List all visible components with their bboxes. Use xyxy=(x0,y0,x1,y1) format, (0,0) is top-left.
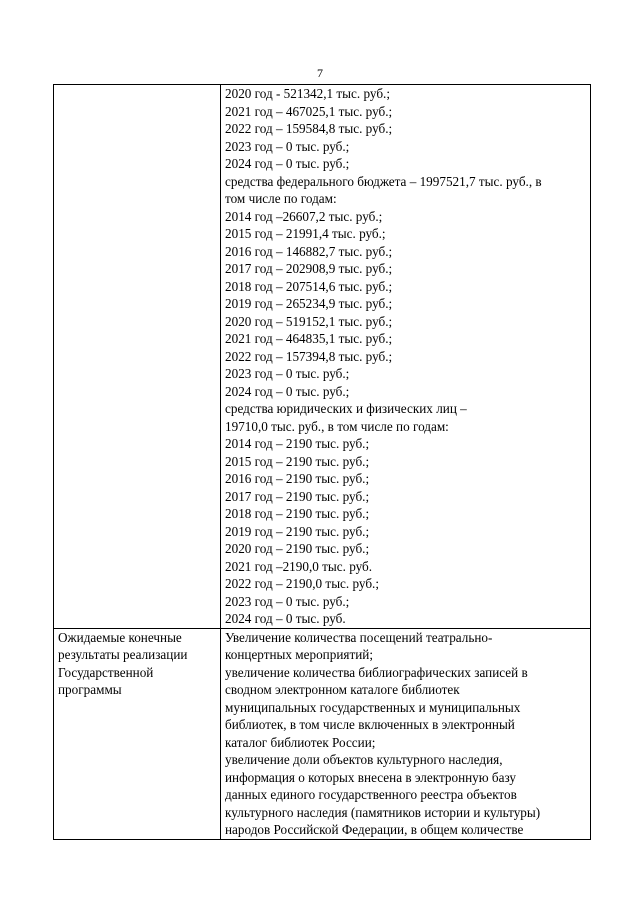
financing-line: 2022 год – 159584,8 тыс. руб.; xyxy=(225,121,393,136)
page-number: 7 xyxy=(317,66,323,80)
financing-line: 2014 год – 2190 тыс. руб.; xyxy=(225,436,370,451)
private-funds-heading: средства юридических и физических лиц – xyxy=(225,401,467,416)
expected-results-line: народов Российской Федерации, в общем количестве xyxy=(225,822,524,837)
financing-line: 2024 год – 0 тыс. руб. xyxy=(225,611,346,626)
expected-results-line: увеличение количества библиографических записей в xyxy=(225,664,528,680)
financing-line: 2017 год – 2190 тыс. руб.; xyxy=(225,488,370,504)
expected-results-line: сводном электронном каталоге библиотек xyxy=(225,682,460,697)
expected-results-label xyxy=(54,628,221,839)
financing-line: 2022 год – 157394,8 тыс. руб.; xyxy=(225,348,393,364)
financing-line: 2024 год – 0 тыс. руб.; xyxy=(225,156,350,171)
expected-results-line: Увеличение количества посещений театрально- xyxy=(225,629,493,645)
expected-results-line: концертных мероприятий; xyxy=(225,647,373,662)
expected-results-line: культурного наследия (памятников истории и культуры) xyxy=(225,804,541,820)
federal-budget-heading: том числе по годам: xyxy=(225,191,337,206)
expected-results-label-line: Ожидаемые конечные xyxy=(58,629,182,645)
financing-line: 2019 год – 2190 тыс. руб.; xyxy=(225,523,370,539)
expected-results-line: информация о которых внесена в электронную базу xyxy=(225,769,517,785)
private-funds-heading: 19710,0 тыс. руб., в том числе по годам: xyxy=(225,418,449,434)
expected-results-text xyxy=(221,628,591,839)
financing-line: 2018 год – 207514,6 тыс. руб.; xyxy=(225,278,393,294)
financing-line: 2023 год – 0 тыс. руб.; xyxy=(225,138,350,154)
financing-line: 2015 год – 21991,4 тыс. руб.; xyxy=(225,226,386,241)
financing-line: 2016 год – 2190 тыс. руб.; xyxy=(225,471,370,486)
financing-line: 2021 год – 464835,1 тыс. руб.; xyxy=(225,331,393,346)
financing-line: 2023 год – 0 тыс. руб.; xyxy=(225,593,350,609)
financing-line: 2019 год – 265234,9 тыс. руб.; xyxy=(225,296,393,311)
expected-results-line: муниципальных государственных и муниципальных xyxy=(225,699,521,715)
expected-results-label-line: Государственной xyxy=(58,664,154,680)
financing-line: 2018 год – 2190 тыс. руб.; xyxy=(225,506,370,521)
financing-line: 2015 год – 2190 тыс. руб.; xyxy=(225,453,370,469)
financing-details-cell xyxy=(221,85,591,629)
financing-line: 2024 год – 0 тыс. руб.; xyxy=(225,383,350,399)
financing-line: 2023 год – 0 тыс. руб.; xyxy=(225,366,350,381)
financing-line: 2021 год –2190,0 тыс. руб. xyxy=(225,558,373,574)
expected-results-label-line: программы xyxy=(58,682,122,697)
expected-results-line: каталог библиотек России; xyxy=(225,734,376,750)
financing-line: 2016 год – 146882,7 тыс. руб.; xyxy=(225,243,393,259)
financing-line: 2017 год – 202908,9 тыс. руб.; xyxy=(225,261,393,276)
program-passport-table xyxy=(53,84,591,840)
expected-results-label-line: результаты реализации xyxy=(58,647,188,662)
federal-budget-heading: средства федерального бюджета – 1997521,7 тыс. руб., в xyxy=(225,173,542,189)
expected-results-line: увеличение доли объектов культурного наследия, xyxy=(225,752,503,767)
expected-results-line: библиотек, в том числе включенных в электронный xyxy=(225,717,515,732)
financing-label-cell xyxy=(54,85,221,629)
financing-line: 2022 год – 2190,0 тыс. руб.; xyxy=(225,576,380,591)
table-row-expected-results xyxy=(54,628,591,839)
financing-line: 2014 год –26607,2 тыс. руб.; xyxy=(225,208,383,224)
financing-line: 2020 год – 519152,1 тыс. руб.; xyxy=(225,313,393,329)
financing-line: 2021 год – 467025,1 тыс. руб.; xyxy=(225,103,393,119)
financing-line: 2020 год - 521342,1 тыс. руб.; xyxy=(225,86,390,101)
expected-results-line: данных единого государственного реестра объектов xyxy=(225,787,517,802)
financing-line: 2020 год – 2190 тыс. руб.; xyxy=(225,541,370,556)
table-row-financing xyxy=(54,85,591,629)
